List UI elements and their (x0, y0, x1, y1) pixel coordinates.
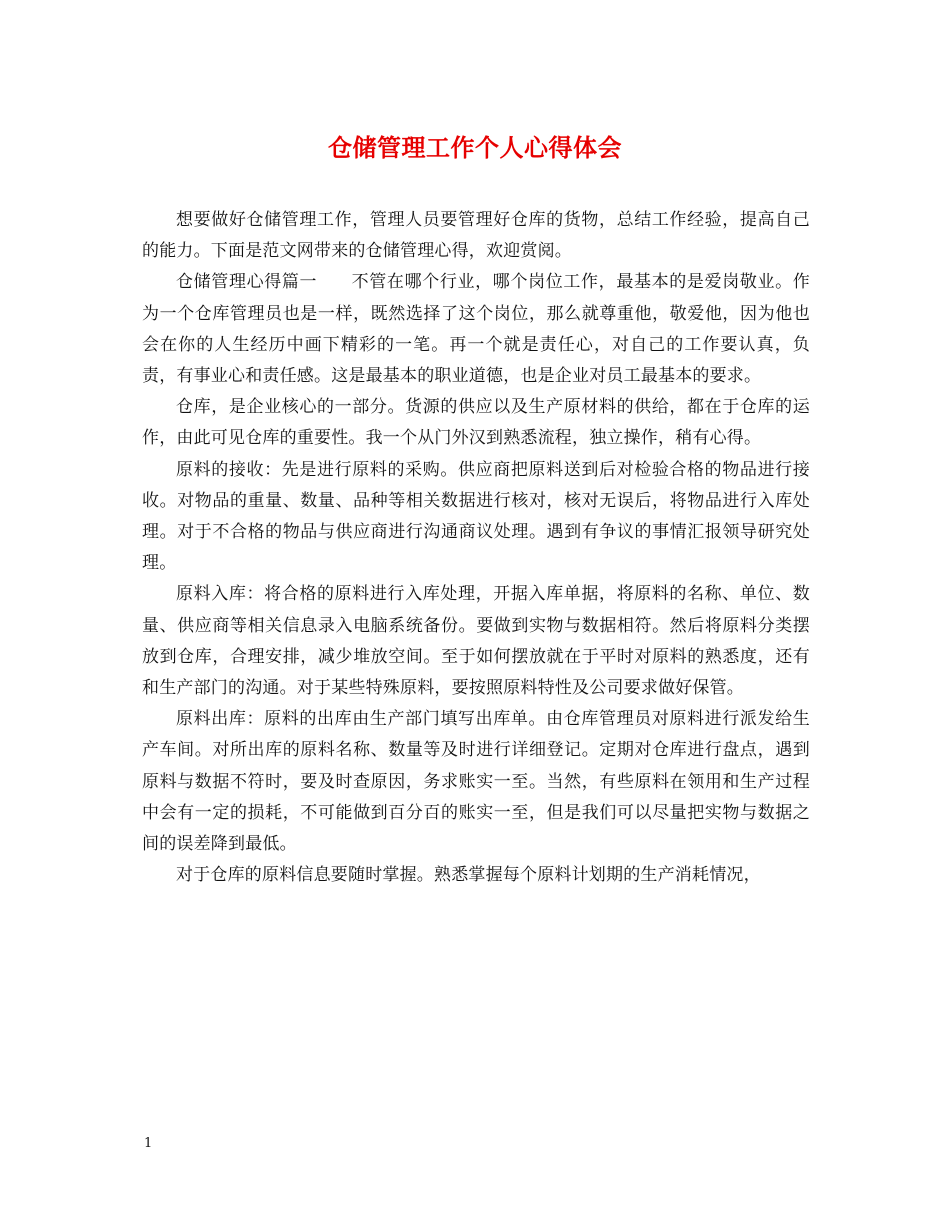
paragraph-material-info: 对于仓库的原料信息要随时掌握。熟悉掌握每个原料计划期的生产消耗情况， (176, 865, 761, 886)
page-number: 1 (144, 1136, 153, 1151)
section-heading: 仓储管理心得篇一 (176, 272, 318, 293)
document-body (142, 205, 810, 891)
paragraph-material-inbound: 原料入库：将合格的原料进行入库处理，开据入库单据，将原料的名称、单位、数量、供应商等相关信息录入电脑系统备份。要做到实物与数据相符。然后将原料分类摆放到仓库，合理安排，减少堆放空间。至于如何摆放就在于平时对原料的熟悉度，还有和生产部门的沟通。对于某些特殊原料，要按照原料特性及公司要求做好保管。 (142, 584, 810, 699)
paragraph-intro: 想要做好仓储管理工作，管理人员要管理好仓库的货物，总结工作经验，提高自己的能力。下面是范文网带来的仓储管理心得，欢迎赏阅。 (142, 210, 810, 262)
section-one-text: 不管在哪个行业，哪个岗位工作，最基本的是爱岗敬业。作为一个仓库管理员也是一样，既然选择了这个岗位，那么就尊重他，敬爱他，因为他也会在你的人生经历中画下精彩的一笔。再一个就是责任心，对自己的工作要认真，负责，有事业心和责任感。这是最基本的职业道德，也是企业对员工最基本的要求。 (142, 272, 811, 387)
paragraph-material-outbound: 原料出库：原料的出库由生产部门填写出库单。由仓库管理员对原料进行派发给生产车间。对所出库的原料名称、数量等及时进行详细登记。定期对仓库进行盘点，遇到原料与数据不符时，要及时查原因，务求账实一至。当然，有些原料在领用和生产过程中会有一定的损耗，不可能做到百分百的账实一至，但是我们可以尽量把实物与数据之间的误差降到最低。 (142, 709, 810, 855)
document-title: 仓储管理工作个人心得体会 (328, 133, 622, 162)
paragraph-warehouse-core: 仓库，是企业核心的一部分。货源的供应以及生产原材料的供给，都在于仓库的运作，由此可见仓库的重要性。我一个从门外汉到熟悉流程，独立操作，稍有心得。 (142, 397, 810, 449)
paragraph-material-receiving: 原料的接收：先是进行原料的采购。供应商把原料送到后对检验合格的物品进行接收。对物品的重量、数量、品种等相关数据进行核对，核对无误后，将物品进行入库处理。对于不合格的物品与供应商进行沟通商议处理。遇到有争议的事情汇报领导研究处理。 (142, 459, 810, 574)
paragraph-section-one (142, 267, 810, 392)
